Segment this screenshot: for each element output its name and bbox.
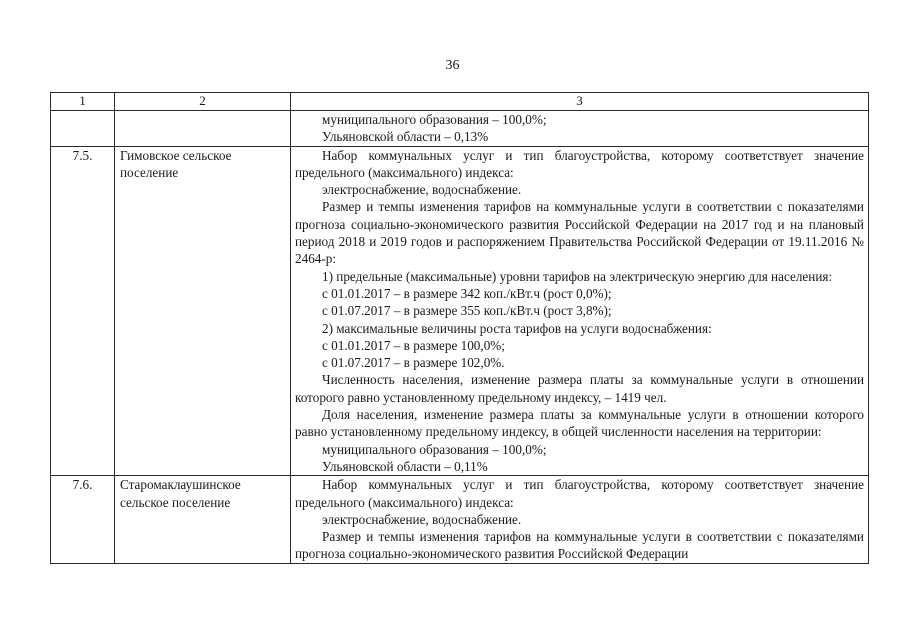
paragraph: Размер и темпы изменения тарифов на коммунальные услуги в соответствии с показателями прогноза социально-экономического развития Российской Федерации — [295, 529, 864, 562]
paragraph: Размер и темпы изменения тарифов на коммунальные услуги в соответствии с показателями прогноза социально-экономического развития Российской Федерации на 2017 год и на плановый период 2018 и 2019 годов и распоряжением Правительства Российской Федерации от 19.11.2016 № 2464-р: — [295, 199, 864, 267]
row-number: 7.5. — [51, 146, 115, 476]
table-row — [51, 476, 869, 563]
paragraph: с 01.07.2017 – в размере 102,0%. — [322, 355, 505, 371]
continuation-line: Ульяновской области – 0,13% — [322, 129, 489, 145]
settlement-name: Старомаклаушинское сельское поселение — [115, 476, 291, 563]
paragraph: Ульяновской области – 0,11% — [322, 458, 488, 474]
continuation-num-cell — [51, 111, 115, 147]
paragraph: электроснабжение, водоснабжение. — [322, 182, 522, 198]
row-number: 7.6. — [51, 476, 115, 563]
paragraph: Доля населения, изменение размера платы за коммунальные услуги в отношении которого равно установленному предельному индексу, в общей численности населения на территории: — [295, 407, 864, 440]
paragraph: электроснабжение, водоснабжение. — [322, 511, 522, 527]
paragraph: с 01.01.2017 – в размере 100,0%; — [322, 337, 505, 353]
row-text-cell — [291, 146, 869, 476]
header-col-3: 3 — [291, 93, 869, 111]
paragraph: Набор коммунальных услуг и тип благоустройства, которому соответствует значение предельного (максимального) индекса: — [295, 477, 864, 510]
tariff-table — [50, 92, 869, 564]
continuation-name-cell — [115, 111, 291, 147]
page-number: 36 — [445, 58, 460, 73]
header-col-1: 1 — [51, 93, 115, 111]
settlement-name: Гимовское сельское поселение — [115, 146, 291, 476]
paragraph: с 01.01.2017 – в размере 342 коп./кВт.ч (рост 0,0%); — [322, 285, 612, 301]
continuation-row — [51, 111, 869, 147]
paragraph: с 01.07.2017 – в размере 355 коп./кВт.ч (рост 3,8%); — [322, 303, 612, 319]
paragraph: Набор коммунальных услуг и тип благоустройства, которому соответствует значение предельного (максимального) индекса: — [295, 147, 864, 180]
header-col-2: 2 — [115, 93, 291, 111]
table-row — [51, 146, 869, 476]
paragraph: 1) предельные (максимальные) уровни тарифов на электрическую энергию для населения: — [322, 268, 833, 284]
table-header-row — [51, 93, 869, 111]
paragraph: муниципального образования – 100,0%; — [322, 441, 547, 457]
continuation-text-cell — [291, 111, 869, 147]
row-text-cell — [291, 476, 869, 563]
paragraph: 2) максимальные величины роста тарифов на услуги водоснабжения: — [322, 320, 712, 336]
continuation-line: муниципального образования – 100,0%; — [322, 112, 547, 127]
paragraph: Численность населения, изменение размера платы за коммунальные услуги в отношении которого равно установленному предельному индексу, – 1419 чел. — [295, 372, 864, 405]
